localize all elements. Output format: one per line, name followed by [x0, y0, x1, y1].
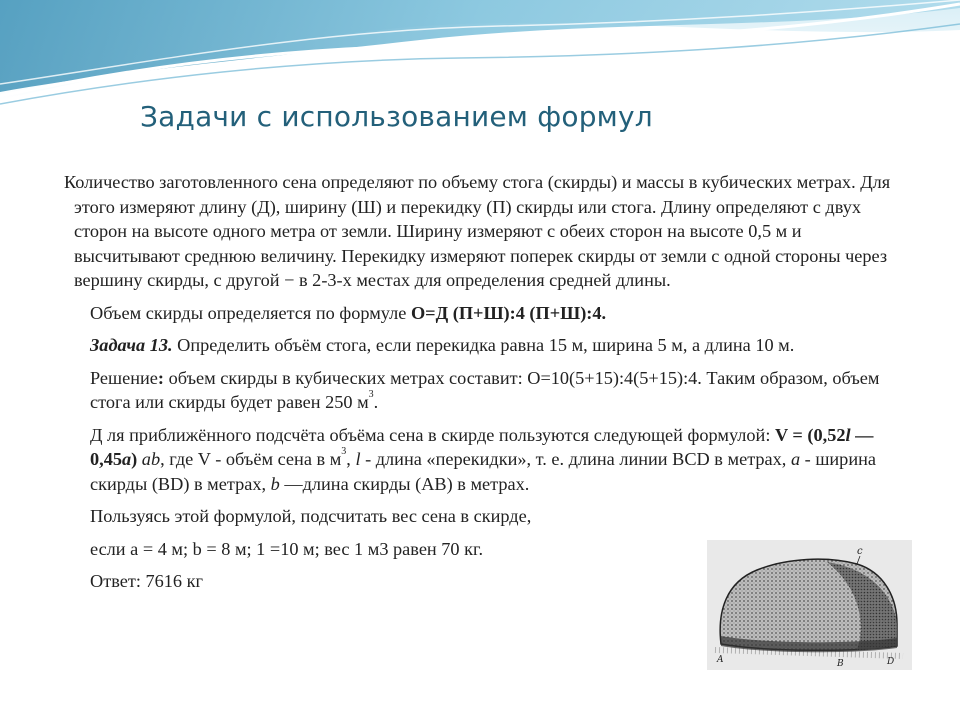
approx-text-1: Д ля приближённого подсчёта объёма сена в скирде пользуются следующей формулой: — [90, 424, 775, 445]
solution-sup: 3 — [368, 389, 374, 400]
figure-label-a: A — [717, 655, 724, 665]
task-label: Задача 13. — [90, 335, 173, 355]
figure-label-d: D — [887, 657, 895, 667]
solution-end: . — [373, 392, 379, 412]
formula-intro-text: Объем скирды определяется по формуле — [90, 302, 411, 323]
task-text: Определить объём стога, если перекидка равна 15 м, ширина 5 м, а длина 10 м. — [172, 335, 795, 355]
formula-volume: О=Д (П+Ш):4 (П+Ш):4. — [410, 302, 607, 323]
haystack-illustration — [707, 540, 912, 670]
approx-text-3: , — [346, 449, 356, 469]
solution-label: Решение — [90, 367, 158, 388]
figure-label-c: c — [857, 546, 863, 557]
approx-text-2: , где V - объём сена в м — [160, 449, 342, 469]
figure-label-b: B — [837, 659, 844, 669]
solution-text: объем скирды в кубических метрах составит: О=10(5+15):4(5+15):4. Таким образом, объем стога или скирды будет равен 250 м — [90, 367, 880, 412]
approx-text-6: —длина скирды (АВ) в метрах. — [279, 473, 530, 494]
approx-formula-d: ) — [131, 449, 138, 469]
slide-body — [64, 170, 906, 602]
approx-formula-c: a — [122, 449, 132, 469]
paragraph-exercise: Пользуясь этой формулой, подсчитать вес сена в скирде, — [90, 506, 532, 526]
solution-colon: : — [157, 367, 165, 388]
approx-ab: ab — [137, 449, 161, 469]
paragraph-task — [64, 333, 906, 358]
paragraph-approx-formula — [64, 423, 906, 497]
paragraph-answer: Ответ: 7616 кг — [90, 571, 203, 591]
approx-l: l — [355, 449, 361, 469]
approx-b: b — [270, 473, 280, 494]
paragraph-given: если а = 4 м; b = 8 м; 1 =10 м; вес 1 м3 равен 70 кг. — [90, 538, 484, 559]
approx-text-5: - ширина скирды (BD) в метрах, — [90, 449, 877, 494]
approx-formula-b: — 0,45 — [90, 424, 874, 469]
approx-formula-a: V = (0,52 — [774, 424, 846, 445]
approx-formula-l: l — [845, 424, 851, 445]
paragraph-solution — [64, 366, 906, 415]
approx-sup: 3 — [341, 446, 347, 457]
slide-title: Задачи с использованием формул — [140, 100, 653, 133]
paragraph-formula — [64, 301, 906, 326]
approx-a: a — [790, 449, 801, 469]
paragraph-intro: Количество заготовленного сена определяют по объему стога (скирды) и массы в кубических метрах. Для этого измеряют длину (Д), ширину (Ш) и перекидку (П) скирды или стога. Длину определяют с двух сторон на высоте одного метра от земли. Ширину измеряют с обеих сторон на высоте 0,5 м и высчитывают среднюю величину. Перекидку измеряют поперек скирды от земли с одной стороны через вершину скирды, с другой − в 2-3-х местах для определения средней длины. — [64, 172, 891, 290]
approx-text-4: - длина «перекидки», т. е. длина линии BCD в метрах, — [360, 449, 791, 469]
